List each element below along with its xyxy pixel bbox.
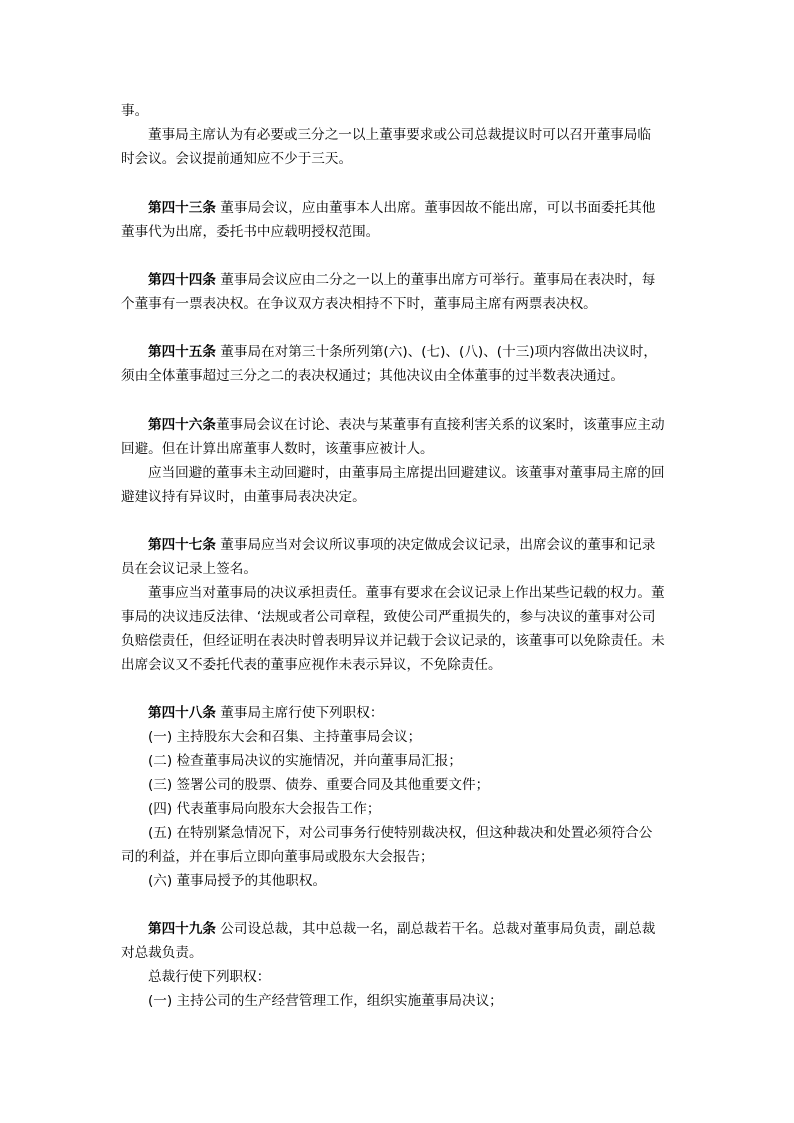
article-heading: 第四十五条: [148, 344, 216, 360]
text-line: 避建议持有异议时，由董事局表决决定。: [121, 489, 366, 505]
article-44-first-line: [148, 272, 655, 288]
list-item: (一) 主持股东大会和召集、主持董事局会议；: [148, 729, 422, 745]
text-line: 出席会议又不委托代表的董事应视作未表示异议，不免除责任。: [121, 657, 502, 673]
list-item: (一) 主持公司的生产经营管理工作，组织实施董事局决议；: [148, 993, 503, 1009]
text-line: 回避。但在计算出席董事人数时，该董事应被计人。: [121, 441, 434, 457]
text-line: 负赔偿责任，但经证明在表决时曾表明异议并记载于会议记录的，该董事可以免除责任。未: [121, 633, 665, 649]
article-49-first-line: [148, 921, 655, 937]
list-item: (二) 检查董事局决议的实施情况，并向董事局汇报；: [148, 753, 462, 769]
article-heading: 第四十六条: [148, 417, 216, 433]
text-segment: 董事局会议，应由董事本人出席。董事因故不能出席，可以书面委托其他: [220, 200, 656, 216]
text-segment: 董事局在对第三十条所列第(六)、(七)、(八)、(十三)项内容做出决议时，: [220, 344, 657, 360]
article-heading: 第四十四条: [148, 272, 216, 288]
article-45-first-line: [148, 344, 657, 360]
text-line: 董事局主席认为有必要或三分之一以上董事要求或公司总裁提议时可以召开董事局临: [148, 127, 651, 143]
text-line: 个董事有一票表决权。在争议双方表决相持不下时，董事局主席有两票表决权。: [121, 296, 597, 312]
text-line: 总裁行使下列职权：: [148, 969, 271, 985]
article-46-first-line: [148, 417, 665, 433]
text-line: 董事代为出席，委托书中应载明授权范围。: [121, 224, 380, 240]
text-segment: 董事局主席行使下列职权：: [220, 705, 384, 721]
article-48-first-line: [148, 705, 383, 721]
text-line: 员在会议记录上签名。: [121, 561, 257, 577]
article-heading: 第四十八条: [148, 705, 216, 721]
list-item: (四) 代表董事局向股东大会报告工作；: [148, 801, 381, 817]
article-heading: 第四十九条: [148, 921, 216, 937]
text-line: 应当回避的董事未主动回避时，由董事局主席提出回避建议。该董事对董事局主席的回: [148, 465, 665, 481]
text-segment: 董事局应当对会议所议事项的决定做成会议记录，出席会议的董事和记录: [220, 537, 656, 553]
text-line: 司的利益，并在事后立即向董事局或股东大会报告；: [121, 849, 434, 865]
list-item: (六) 董事局授予的其他职权。: [148, 873, 327, 889]
text-segment: 董事局会议在讨论、表决与某董事有直接利害关系的议案时，该董事应主动: [215, 417, 665, 433]
article-heading: 第四十七条: [148, 537, 216, 553]
text-line: 对总裁负责。: [121, 945, 203, 961]
article-heading: 第四十三条: [148, 200, 216, 216]
text-segment: 公司设总裁，其中总裁一名，副总裁若干名。总裁对董事局负责，副总裁: [220, 921, 656, 937]
text-line: 时会议。会议提前通知应不少于三天。: [121, 151, 353, 167]
text-segment: 董事局会议应由二分之一以上的董事出席方可举行。董事局在表决时，每: [220, 272, 656, 288]
text-line: 事。: [121, 103, 149, 119]
article-47-first-line: [148, 537, 655, 553]
list-item: (三) 签署公司的股票、债券、重要合同及其他重要文件；: [148, 777, 490, 793]
text-line: 事局的决议违反法律、‘法规或者公司章程，致使公司严重损失的，参与决议的董事对公司: [121, 609, 656, 625]
article-43-first-line: [148, 200, 655, 216]
text-line: 须由全体董事超过三分之二的表决权通过；其他决议由全体董事的过半数表决通过。: [121, 368, 624, 384]
text-line: 董事应当对董事局的决议承担责任。董事有要求在会议记录上作出某些记载的权力。董: [148, 585, 665, 601]
list-item: (五) 在特别紧急情况下，对公司事务行使特别裁决权，但这种裁决和处置必须符合公: [148, 825, 653, 841]
